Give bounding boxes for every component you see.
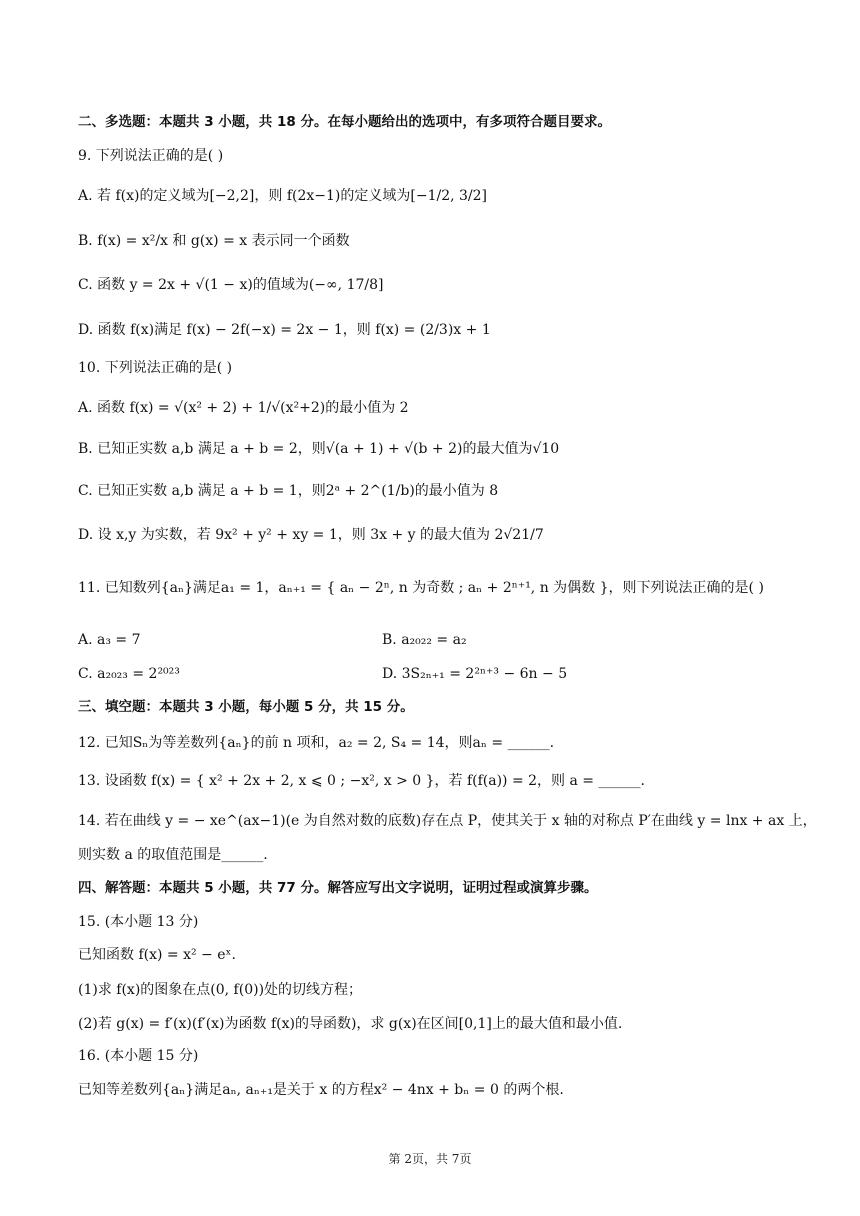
question-14-line-1: 14. 若在曲线 y = − xe^(ax−1)(e 为自然对数的底数)存在点 P，使其关于 x 轴的对称点 P′在曲线 y = lnx + ax 上， xyxy=(78,813,817,829)
question-9-stem: 9. 下列说法正确的是( ) xyxy=(78,148,224,164)
question-10-option-b: B. 已知正实数 a,b 满足 a + b = 2，则√(a + 1) + √(b + 2)的最大值为√10 xyxy=(78,441,560,457)
question-13: 13. 设函数 f(x) = { x² + 2x + 2, x ⩽ 0 ; −x², x > 0 }，若 f(f(a)) = 2，则 a = ______. xyxy=(78,773,645,789)
question-15-part-2: (2)若 g(x) = f′(x)(f′(x)为函数 f(x)的导函数)，求 g(x)在区间[0,1]上的最大值和最小值. xyxy=(78,1016,623,1032)
question-9-option-b: B. f(x) = x²/x 和 g(x) = x 表示同一个函数 xyxy=(78,233,350,249)
question-11-option-a: A. a₃ = 7 xyxy=(78,632,141,648)
section-answer-heading: 四、解答题：本题共 5 小题，共 77 分。解答应写出文字说明，证明过程或演算步骤。 xyxy=(78,880,598,896)
question-11-option-d: D. 3S₂ₙ₊₁ = 2²ⁿ⁺³ − 6n − 5 xyxy=(382,666,568,682)
page-footer: 第 2页，共 7页 xyxy=(388,1152,472,1166)
question-9-option-d: D. 函数 f(x)满足 f(x) − 2f(−x) = 2x − 1，则 f(x) = (2/3)x + 1 xyxy=(78,322,491,338)
question-16-given: 已知等差数列{aₙ}满足aₙ, aₙ₊₁是关于 x 的方程x² − 4nx + bₙ = 0 的两个根. xyxy=(78,1082,564,1098)
question-10-option-d: D. 设 x,y 为实数，若 9x² + y² + xy = 1，则 3x + y 的最大值为 2√21/7 xyxy=(78,527,544,543)
question-11-stem: 11. 已知数列{aₙ}满足a₁ = 1，aₙ₊₁ = { aₙ − 2ⁿ, n 为奇数 ; aₙ + 2ⁿ⁺¹, n 为偶数 }，则下列说法正确的是( ) xyxy=(78,580,764,596)
question-12: 12. 已知Sₙ为等差数列{aₙ}的前 n 项和，a₂ = 2, S₄ = 14，则aₙ = ______. xyxy=(78,735,555,751)
question-16-header: 16. (本小题 15 分) xyxy=(78,1048,199,1064)
question-15-part-1: (1)求 f(x)的图象在点(0, f(0))处的切线方程； xyxy=(78,982,363,998)
question-14-line-2: 则实数 a 的取值范围是______. xyxy=(78,847,268,863)
question-10-stem: 10. 下列说法正确的是( ) xyxy=(78,360,233,376)
section-fill-blank-heading: 三、填空题：本题共 3 小题，每小题 5 分，共 15 分。 xyxy=(78,699,414,715)
section-multi-choice-heading: 二、多选题：本题共 3 小题，共 18 分。在每小题给出的选项中，有多项符合题目要求。 xyxy=(78,114,611,130)
question-10-option-a: A. 函数 f(x) = √(x² + 2) + 1/√(x²+2)的最小值为 2 xyxy=(78,400,409,416)
question-15-header: 15. (本小题 13 分) xyxy=(78,914,199,930)
question-9-option-a: A. 若 f(x)的定义域为[−2,2]，则 f(2x−1)的定义域为[−1/2, 3/2] xyxy=(78,188,487,204)
question-15-given: 已知函数 f(x) = x² − eˣ. xyxy=(78,947,236,963)
question-11-option-b: B. a₂₀₂₂ = a₂ xyxy=(382,632,467,648)
question-10-option-c: C. 已知正实数 a,b 满足 a + b = 1，则2ᵃ + 2^(1/b)的最小值为 8 xyxy=(78,483,499,499)
question-11-option-c: C. a₂₀₂₃ = 2²⁰²³ xyxy=(78,666,180,682)
question-9-option-c: C. 函数 y = 2x + √(1 − x)的值域为(−∞, 17/8] xyxy=(78,277,384,293)
